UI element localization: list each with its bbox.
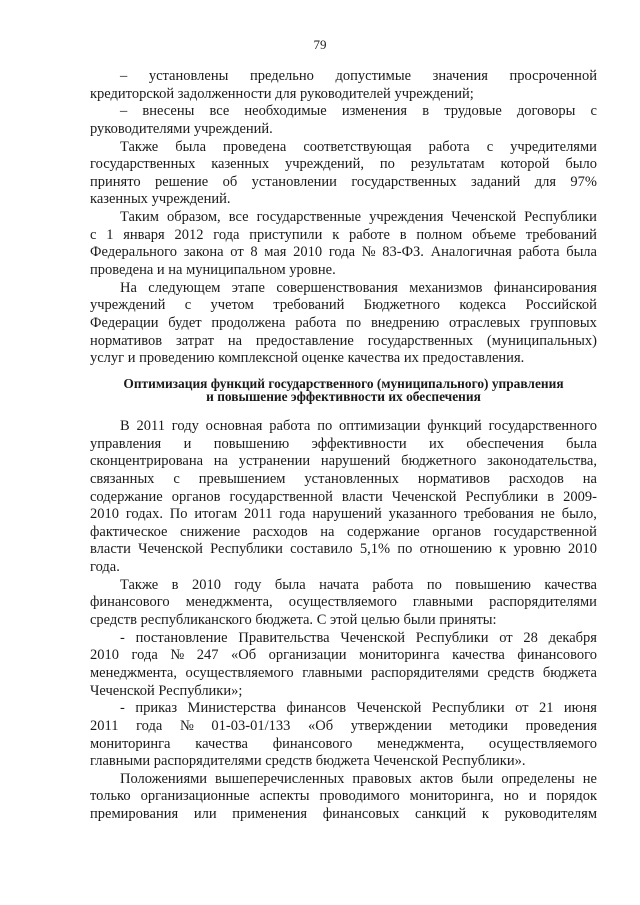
text-line: мониторинга качества финансового менеджмента, осуществляемого bbox=[90, 735, 597, 752]
section-heading-line-1: Оптимизация функций государственного (муниципального) управления bbox=[123, 376, 564, 391]
text-line: руководителями учреждений. bbox=[90, 120, 273, 137]
body-text-section-2 bbox=[90, 418, 597, 824]
section-heading-line-2: и повышение эффективности их обеспечения bbox=[206, 389, 481, 404]
text-line: Федерации будет продолжена работа по внедрению отраслевых групповых bbox=[90, 314, 597, 331]
text-line: казенных учреждений. bbox=[90, 191, 231, 208]
text-line: государственных казенных учреждений, по результатам которой было bbox=[90, 156, 597, 173]
text-line: связанных с превышением установленных нормативов расходов на bbox=[90, 470, 597, 487]
text-line: финансового менеджмента, осуществляемого главными распорядителями bbox=[90, 594, 597, 611]
text-line: содержание органов государственной власти Чеченской Республики в 2009- bbox=[90, 488, 597, 505]
text-line: управления и повышению эффективности их обеспечения была bbox=[90, 435, 597, 452]
text-line: менеджмента, осуществляемого главными распорядителями средств бюджета bbox=[90, 664, 597, 681]
text-line: – внесены все необходимые изменения в трудовые договоры с bbox=[120, 103, 597, 120]
text-line: – установлены предельно допустимые значения просроченной bbox=[120, 68, 597, 84]
text-line: власти Чеченской Республики составило 5,1% по отношению к уровню 2010 bbox=[90, 541, 597, 558]
text-line: Также была проведена соответствующая работа с учредителями bbox=[120, 138, 597, 155]
text-line: В 2011 году основная работа по оптимизации функций государственного bbox=[120, 418, 597, 434]
text-line: 2011 года № 01-03-01/133 «Об утверждении методики проведения bbox=[90, 717, 597, 734]
text-line: Положениями вышеперечисленных правовых актов были определены не bbox=[120, 770, 597, 787]
text-line: проведена и на муниципальном уровне. bbox=[90, 262, 336, 279]
text-line: с 1 января 2012 года приступили к работе в полном объеме требований bbox=[90, 226, 597, 243]
text-line: фактическое снижение расходов на содержание органов государственной bbox=[90, 523, 597, 540]
text-line: Федерального закона от 8 мая 2010 года № 83-ФЗ. Аналогичная работа была bbox=[90, 244, 597, 261]
text-line: нормативов затрат на предоставление государственных (муниципальных) bbox=[90, 332, 597, 349]
text-line: - постановление Правительства Чеченской Республики от 28 декабря bbox=[120, 629, 597, 646]
text-line: Таким образом, все государственные учреждения Чеченской Республики bbox=[120, 209, 597, 226]
text-line: На следующем этапе совершенствования механизмов финансирования bbox=[120, 279, 597, 296]
text-line: главными распорядителями средств бюджета Чеченской Республики». bbox=[90, 753, 526, 770]
text-line: года. bbox=[90, 559, 120, 576]
text-line: 2010 года № 247 «Об организации мониторинга качества финансового bbox=[90, 647, 597, 664]
text-line: только организационные аспекты проводимого мониторинга, но и порядок bbox=[90, 788, 597, 805]
text-line: услуг и проведению комплексной оценке качества их предоставления. bbox=[90, 350, 525, 367]
text-line: Также в 2010 году была начата работа по повышению качества bbox=[120, 576, 597, 593]
text-line: средств республиканского бюджета. С этой целью были приняты: bbox=[90, 612, 497, 629]
body-text-section-1 bbox=[90, 68, 597, 368]
text-line: премирования или применения финансовых санкций к руководителям bbox=[90, 806, 597, 823]
text-line: Чеченской Республики»; bbox=[90, 682, 243, 699]
text-line: принято решение об установлении государственных заданий для 97% bbox=[90, 173, 597, 190]
text-line: 2010 годах. По итогам 2011 года нарушений указанного требования не было, bbox=[90, 506, 597, 523]
section-heading bbox=[90, 377, 597, 403]
page-number: 79 bbox=[313, 37, 327, 52]
text-line: - приказ Министерства финансов Чеченской Республики от 21 июня bbox=[120, 700, 597, 717]
text-line: учреждений с учетом требований Бюджетного кодекса Российской bbox=[90, 297, 597, 314]
text-line: кредиторской задолженности для руководителей учреждений; bbox=[90, 85, 474, 102]
text-line: сконцентрирована на устранении нарушений бюджетного законодательства, bbox=[90, 453, 597, 470]
